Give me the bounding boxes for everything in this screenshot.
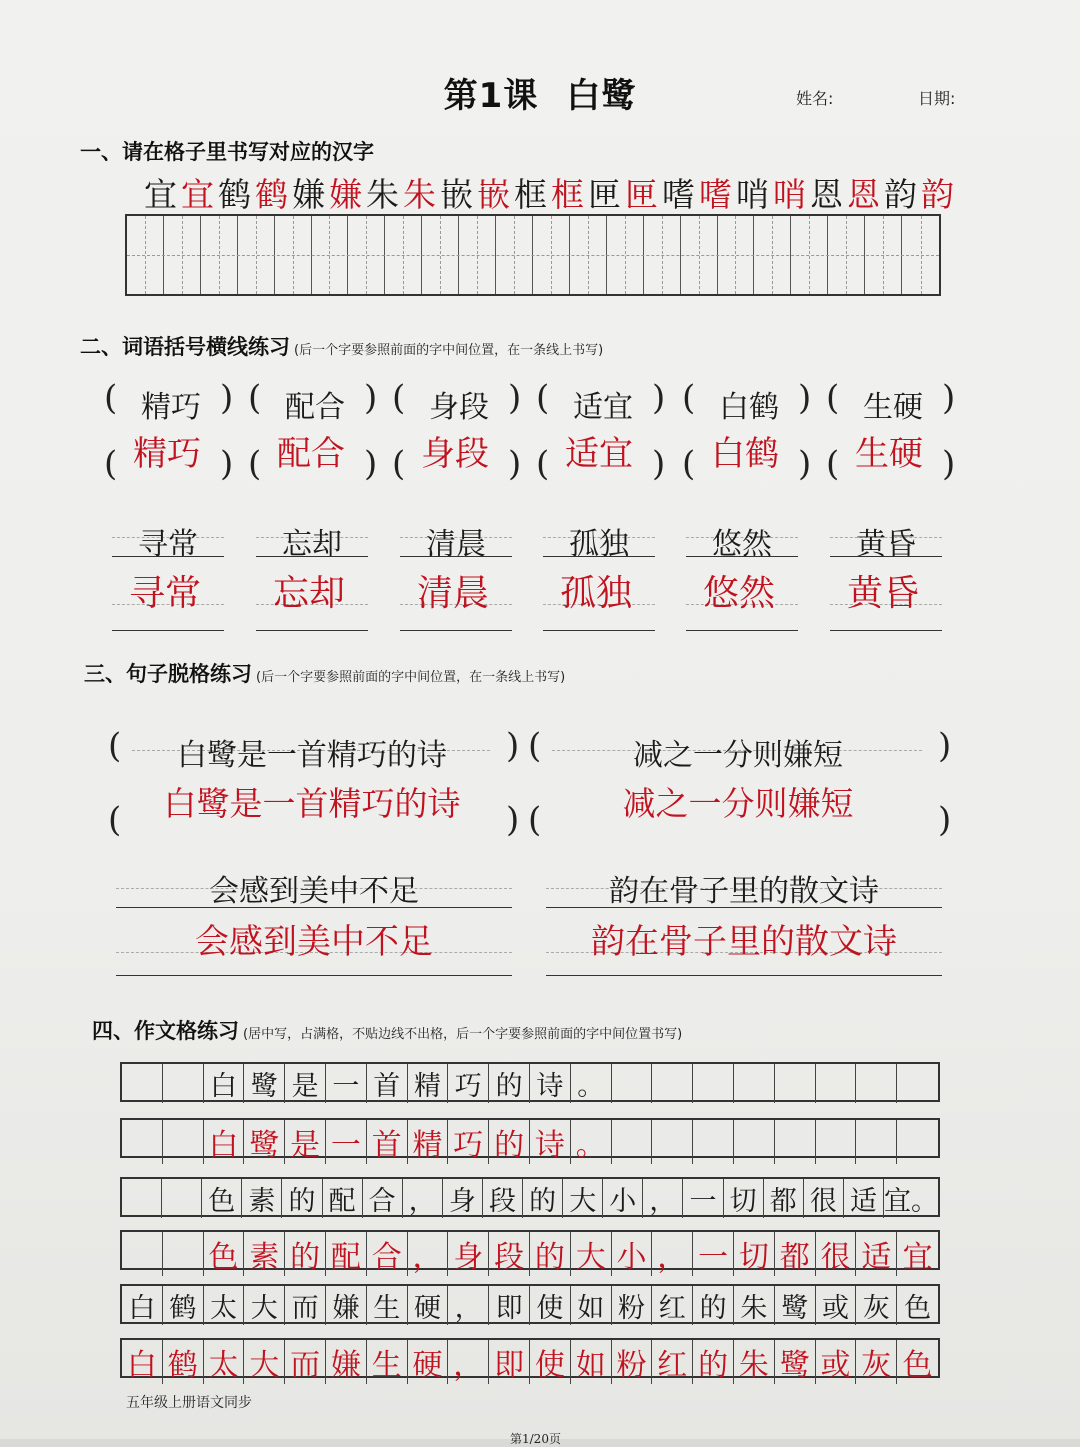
grid-cell: 精	[408, 1064, 449, 1103]
section4-note: (居中写，占满格，不贴边线不出格，后一个字要参照前面的字中间位置书写)	[243, 1027, 683, 1042]
close-bracket: )	[506, 726, 520, 766]
grid-cell: 生	[367, 1340, 408, 1384]
tianzi-cell	[754, 216, 791, 294]
grid-cell	[734, 1120, 775, 1164]
tianzi-cell	[459, 216, 496, 294]
open-bracket: (	[392, 444, 406, 484]
grid-cell: ，	[408, 1232, 449, 1276]
bracket-word-printed: 生硬	[863, 390, 923, 425]
grid-cell: 嫌	[326, 1286, 367, 1325]
section3-note: (后一个字要参照前面的字中间位置，在一条线上书写)	[256, 670, 566, 685]
grid-cell	[163, 1064, 204, 1103]
tianzi-cell	[718, 216, 755, 294]
grid-cell: 硬	[408, 1286, 449, 1325]
printed-character: 框	[514, 175, 547, 214]
grid-cell: 适	[844, 1179, 884, 1218]
grid-cell	[897, 1120, 938, 1164]
tianzi-cell	[570, 216, 607, 294]
grid-cell	[693, 1064, 734, 1103]
grid-cell: ，	[403, 1179, 443, 1218]
open-bracket: (	[248, 444, 262, 484]
printed-character: 恩	[810, 175, 843, 214]
tianzi-cell	[791, 216, 828, 294]
tianzi-cell	[496, 216, 533, 294]
grid-cell: 首	[367, 1120, 408, 1164]
grid-cell: 合	[367, 1232, 408, 1276]
name-label: 姓名:	[796, 89, 834, 108]
handwritten-character: 匣	[625, 175, 658, 214]
grid-cell: 段	[483, 1179, 523, 1218]
line-word-printed: 孤独	[569, 527, 629, 562]
section3-title: 三、句子脱格练习	[84, 662, 252, 686]
grid-cell: 即	[489, 1340, 530, 1384]
tianzi-cell	[607, 216, 644, 294]
section3-heading	[84, 658, 565, 688]
grid-cell: 色	[904, 1293, 932, 1324]
page-number: 第1/20页	[510, 1432, 561, 1446]
grid-cell: 诗	[530, 1120, 571, 1164]
date-label: 日期:	[918, 89, 956, 108]
bracket-word-handwritten: 适宜	[565, 434, 633, 474]
close-bracket: )	[220, 378, 234, 418]
writing-line	[112, 556, 224, 557]
bracket-word-handwritten: 生硬	[855, 434, 923, 474]
writing-line	[830, 556, 942, 557]
grid-cell: 的	[693, 1340, 734, 1384]
grid-cell: 很	[816, 1232, 857, 1276]
grid-cell: 的	[530, 1232, 571, 1276]
line-word-handwritten: 悠然	[702, 573, 775, 614]
grid-cell: 适	[856, 1232, 897, 1276]
bracket-sentence-handwritten: 白鹭是一首精巧的诗	[163, 784, 461, 823]
grid-cell: 色	[902, 1348, 933, 1383]
grid-cell	[612, 1120, 653, 1164]
bracket-word-printed: 配合	[285, 390, 345, 425]
close-bracket: )	[798, 444, 812, 484]
line-word-handwritten: 寻常	[128, 573, 201, 614]
grid-cell: 鹤	[163, 1340, 204, 1384]
composition-row	[120, 1284, 940, 1324]
grid-cell: 白	[122, 1340, 163, 1384]
close-bracket: )	[798, 378, 812, 418]
open-bracket: (	[826, 444, 840, 484]
handwritten-character: 哨	[773, 175, 806, 214]
close-bracket: )	[942, 378, 956, 418]
open-bracket: (	[536, 444, 550, 484]
open-bracket: (	[108, 800, 122, 840]
grid-cell: 的	[489, 1064, 530, 1103]
tianzi-grid	[125, 214, 941, 296]
grid-cell	[612, 1064, 653, 1103]
grid-cell: 素	[242, 1179, 282, 1218]
close-bracket: )	[508, 378, 522, 418]
grid-cell: 的	[282, 1179, 322, 1218]
line-word-printed: 黄昏	[856, 527, 916, 562]
writing-line	[543, 630, 655, 631]
handwritten-character: 恩	[847, 175, 880, 214]
section1-character-row	[142, 172, 962, 218]
grid-cell	[122, 1232, 163, 1276]
grid-cell: 大	[563, 1179, 603, 1218]
grid-cell: ，	[448, 1286, 489, 1325]
grid-cell: 很	[804, 1179, 844, 1218]
grid-cell: ，	[643, 1179, 683, 1218]
handwritten-character: 宜	[181, 175, 214, 214]
grid-cell: 朱	[734, 1286, 775, 1325]
close-bracket: )	[938, 800, 952, 840]
writing-line	[543, 556, 655, 557]
open-bracket: (	[682, 444, 696, 484]
open-bracket: (	[104, 444, 118, 484]
grid-cell: 白	[122, 1286, 163, 1325]
grid-cell: 宜。	[883, 1186, 938, 1217]
grid-cell: ，	[652, 1232, 693, 1276]
section2-title: 二、词语括号横线练习	[80, 335, 290, 359]
grid-cell: 色	[204, 1232, 245, 1276]
grid-cell: 切	[724, 1179, 764, 1218]
grid-cell: 诗	[530, 1064, 571, 1103]
writing-line	[112, 630, 224, 631]
close-bracket: )	[652, 444, 666, 484]
grid-cell	[775, 1120, 816, 1164]
bracket-sentence-printed: 减之一分则嫌短	[633, 738, 843, 773]
grid-cell: 硬	[408, 1340, 449, 1384]
grid-cell: ，	[448, 1340, 489, 1384]
writing-line	[830, 630, 942, 631]
grid-cell: 红	[652, 1286, 693, 1325]
grid-cell: 首	[367, 1064, 408, 1103]
open-bracket: (	[536, 378, 550, 418]
printed-character: 哨	[736, 175, 769, 214]
line-word-printed: 忘却	[282, 527, 342, 562]
lesson-name: 白鹭	[566, 76, 637, 116]
close-bracket: )	[508, 444, 522, 484]
composition-row	[120, 1230, 940, 1275]
grid-cell: 粉	[612, 1340, 653, 1384]
writing-line	[256, 556, 368, 557]
grid-cell: 身	[443, 1179, 483, 1218]
bracket-word-handwritten: 配合	[277, 434, 345, 474]
grid-cell: 的	[285, 1232, 326, 1276]
close-bracket: )	[220, 444, 234, 484]
grid-cell: 灰	[856, 1286, 897, 1325]
line-word-handwritten: 黄昏	[846, 573, 919, 614]
line-sentence-printed: 韵在骨子里的散文诗	[609, 874, 879, 909]
tianzi-cell	[201, 216, 238, 294]
grid-cell: 。	[571, 1120, 612, 1164]
tianzi-cell	[533, 216, 570, 294]
close-bracket: )	[506, 800, 520, 840]
section2-heading	[80, 331, 603, 361]
section2-note: (后一个字要参照前面的字中间位置，在一条线上书写)	[294, 343, 604, 358]
close-bracket: )	[364, 378, 378, 418]
grid-cell: 素	[244, 1232, 285, 1276]
bracket-word-printed: 适宜	[573, 390, 633, 425]
tianzi-cell	[902, 216, 939, 294]
grid-cell: 大	[244, 1286, 285, 1325]
grid-cell: 大	[571, 1232, 612, 1276]
open-bracket: (	[248, 378, 262, 418]
grid-cell: 配	[323, 1179, 363, 1218]
writing-line	[400, 630, 512, 631]
grid-cell	[856, 1120, 897, 1164]
writing-line	[256, 630, 368, 631]
grid-cell	[122, 1120, 163, 1164]
tianzi-cell	[828, 216, 865, 294]
printed-character: 朱	[366, 175, 399, 214]
tianzi-cell	[681, 216, 718, 294]
tianzi-cell	[275, 216, 312, 294]
grid-cell: 灰	[856, 1340, 897, 1384]
printed-character: 鹤	[218, 175, 251, 214]
grid-cell: 。	[571, 1064, 612, 1103]
grid-cell: 或	[816, 1286, 857, 1325]
composition-row	[120, 1177, 940, 1217]
grid-cell: 或	[816, 1340, 857, 1384]
handwritten-character: 嫌	[329, 175, 362, 214]
grid-cell: 太	[204, 1286, 245, 1325]
grid-cell: 如	[571, 1286, 612, 1325]
grid-cell	[122, 1064, 163, 1103]
grid-cell: 而	[285, 1286, 326, 1325]
close-bracket: )	[652, 378, 666, 418]
handwritten-character: 嵌	[477, 175, 510, 214]
grid-cell: 太	[204, 1340, 245, 1384]
tianzi-cell	[348, 216, 385, 294]
grid-cell: 巧	[448, 1120, 489, 1164]
tianzi-cell	[238, 216, 275, 294]
grid-cell: 合	[363, 1179, 403, 1218]
section4-heading	[92, 1015, 682, 1045]
grid-cell: 鹭	[775, 1286, 816, 1325]
grid-cell: 的	[523, 1179, 563, 1218]
line-word-handwritten: 清晨	[416, 573, 489, 614]
close-bracket: )	[938, 726, 952, 766]
handwritten-character: 框	[551, 175, 584, 214]
grid-cell: 切	[734, 1232, 775, 1276]
grid-cell: 白	[204, 1064, 245, 1103]
bracket-word-printed: 白鹤	[719, 390, 779, 425]
grid-cell: 朱	[734, 1340, 775, 1384]
line-sentence-handwritten: 韵在骨子里的散文诗	[591, 922, 897, 962]
bracket-word-handwritten: 白鹤	[711, 434, 779, 474]
handwritten-character: 鹤	[255, 175, 288, 214]
line-word-printed: 悠然	[712, 527, 772, 562]
grid-cell: 鹤	[163, 1286, 204, 1325]
composition-row	[120, 1062, 940, 1102]
line-sentence-handwritten: 会感到美中不足	[195, 922, 433, 962]
grid-cell: 小	[603, 1179, 643, 1218]
grid-cell	[122, 1179, 162, 1218]
handwritten-character: 朱	[403, 175, 436, 214]
open-bracket: (	[528, 800, 542, 840]
line-word-handwritten: 孤独	[559, 573, 632, 614]
tianzi-cell	[127, 216, 164, 294]
open-bracket: (	[826, 378, 840, 418]
tianzi-cell	[164, 216, 201, 294]
book-footer: 五年级上册语文同步	[126, 1395, 252, 1411]
writing-line	[546, 975, 942, 976]
line-sentence-printed: 会感到美中不足	[209, 874, 419, 909]
writing-line	[400, 556, 512, 557]
grid-cell: 一	[693, 1232, 734, 1276]
grid-cell	[163, 1232, 204, 1276]
composition-row	[120, 1118, 940, 1163]
writing-line	[686, 630, 798, 631]
grid-cell: 嫌	[326, 1340, 367, 1384]
grid-cell	[652, 1120, 693, 1164]
grid-cell: 一	[326, 1064, 367, 1103]
grid-cell: 都	[775, 1232, 816, 1276]
grid-cell: 而	[285, 1340, 326, 1384]
grid-cell: 是	[285, 1064, 326, 1103]
grid-cell: 红	[652, 1340, 693, 1384]
lesson-number: 第1课	[443, 76, 539, 116]
grid-cell	[816, 1120, 857, 1164]
tianzi-cell	[644, 216, 681, 294]
section4-title: 四、作文格练习	[92, 1019, 239, 1043]
close-bracket: )	[364, 444, 378, 484]
bracket-sentence-printed: 白鹭是一首精巧的诗	[177, 738, 447, 773]
grid-cell: 身	[448, 1232, 489, 1276]
grid-cell: 宜	[902, 1240, 933, 1275]
grid-cell	[163, 1120, 204, 1164]
open-bracket: (	[392, 378, 406, 418]
grid-cell: 都	[764, 1179, 804, 1218]
grid-cell: 鹭	[244, 1120, 285, 1164]
grid-cell: 鹭	[244, 1064, 285, 1103]
grid-cell	[775, 1064, 816, 1103]
grid-cell: 使	[530, 1286, 571, 1325]
bracket-word-handwritten: 精巧	[133, 434, 201, 474]
open-bracket: (	[682, 378, 696, 418]
grid-cell: 粉	[612, 1286, 653, 1325]
grid-cell: 配	[326, 1232, 367, 1276]
printed-character: 宜	[144, 175, 177, 214]
bracket-word-printed: 精巧	[141, 390, 201, 425]
writing-line	[686, 556, 798, 557]
grid-cell: 生	[367, 1286, 408, 1325]
writing-line	[546, 907, 942, 908]
tianzi-cell	[865, 216, 902, 294]
open-bracket: (	[108, 726, 122, 766]
writing-line	[116, 975, 512, 976]
grid-cell: 鹭	[775, 1340, 816, 1384]
section1-heading: 一、请在格子里书写对应的汉字	[80, 140, 374, 164]
grid-cell	[897, 1064, 938, 1103]
grid-cell	[693, 1120, 734, 1164]
bracket-word-handwritten: 身段	[421, 434, 489, 474]
grid-cell: 的	[693, 1286, 734, 1325]
printed-character: 嗜	[662, 175, 695, 214]
grid-cell: 小	[612, 1232, 653, 1276]
grid-cell: 巧	[448, 1064, 489, 1103]
grid-cell: 精	[408, 1120, 449, 1164]
bracket-word-printed: 身段	[429, 390, 489, 425]
grid-cell: 使	[530, 1340, 571, 1384]
tianzi-cell	[312, 216, 349, 294]
tianzi-cell	[385, 216, 422, 294]
handwritten-character: 嗜	[699, 175, 732, 214]
grid-cell	[856, 1064, 897, 1103]
open-bracket: (	[104, 378, 118, 418]
grid-cell: 一	[683, 1179, 723, 1218]
writing-line	[116, 907, 512, 908]
bracket-sentence-handwritten: 减之一分则嫌短	[622, 784, 854, 823]
open-bracket: (	[528, 726, 542, 766]
grid-cell: 大	[244, 1340, 285, 1384]
grid-cell: 白	[204, 1120, 245, 1164]
grid-cell	[162, 1179, 202, 1218]
grid-cell: 如	[571, 1340, 612, 1384]
grid-cell	[652, 1064, 693, 1103]
grid-cell: 色	[202, 1179, 242, 1218]
grid-cell: 一	[326, 1120, 367, 1164]
tianzi-cell	[422, 216, 459, 294]
grid-cell	[734, 1064, 775, 1103]
printed-character: 匣	[588, 175, 621, 214]
grid-cell	[816, 1064, 857, 1103]
line-word-handwritten: 忘却	[272, 573, 345, 614]
grid-cell: 即	[489, 1286, 530, 1325]
line-word-printed: 清晨	[426, 527, 486, 562]
grid-cell: 段	[489, 1232, 530, 1276]
handwritten-character: 韵	[921, 175, 954, 214]
grid-cell: 是	[285, 1120, 326, 1164]
printed-character: 嫌	[292, 175, 325, 214]
line-word-printed: 寻常	[138, 527, 198, 562]
composition-row	[120, 1338, 940, 1383]
printed-character: 嵌	[440, 175, 473, 214]
printed-character: 韵	[884, 175, 917, 214]
grid-cell: 的	[489, 1120, 530, 1164]
close-bracket: )	[942, 444, 956, 484]
